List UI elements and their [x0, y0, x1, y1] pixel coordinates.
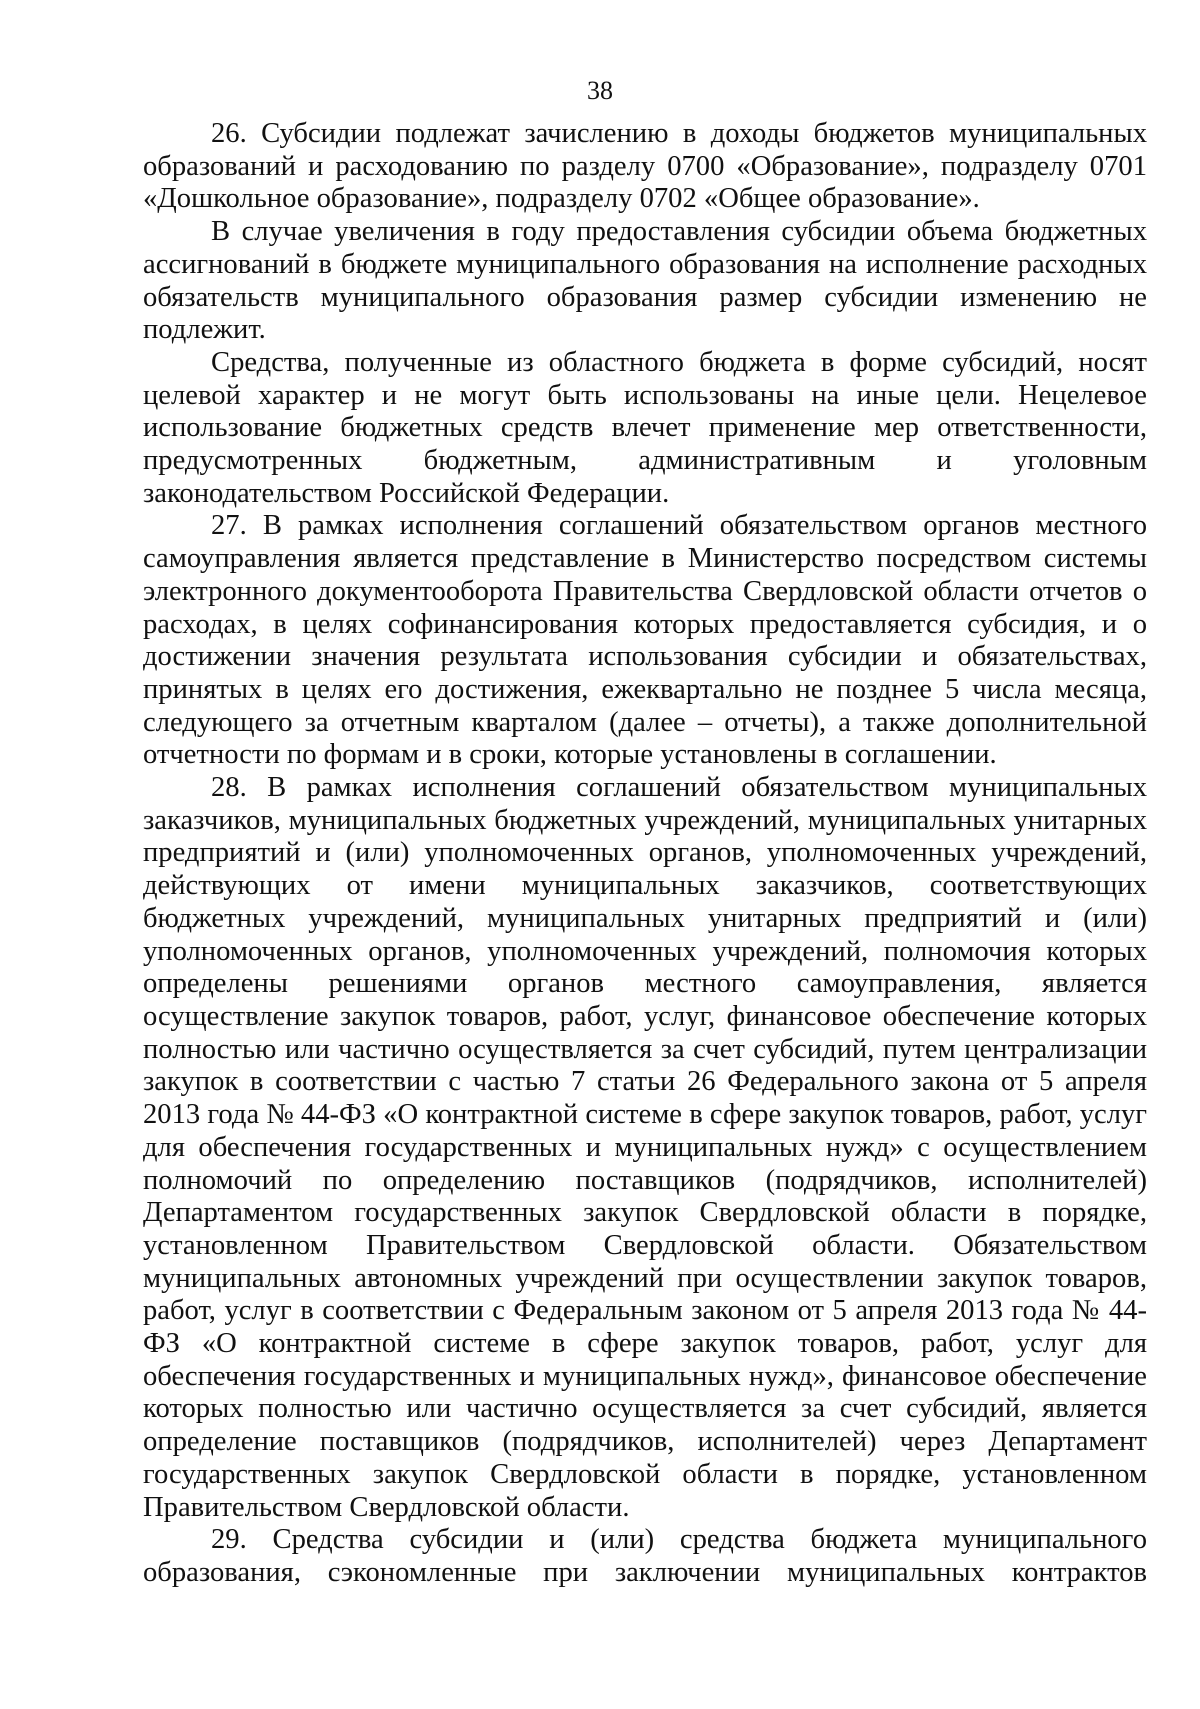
paragraph-26: 26. Субсидии подлежат зачислению в доходы бюджетов муниципальных образований и расходованию по разделу 0700 «Образование», подразделу 0701 «Дошкольное образование», подразделу 0702 «Общее образование». [143, 118, 1147, 215]
paragraph-27: 27. В рамках исполнения соглашений обязательством органов местного самоуправления является представление в Министерство посредством системы электронного документооборота Правительства Свердловской области отчетов о расходах, в целях софинансирования которых предоставляется субсидия, и о достижении значения результата использования субсидии и обязательствах, принятых в целях его достижения, ежеквартально не позднее 5 числа месяца, следующего за отчетным кварталом (далее – отчеты), а также дополнительной отчетности по формам и в сроки, которые установлены в соглашении. [143, 510, 1147, 771]
paragraph-budget-increase: В случае увеличения в году предоставления субсидии объема бюджетных ассигнований в бюджете муниципального образования на исполнение расходных обязательств муниципального образования размер субсидии изменению не подлежит. [143, 216, 1147, 346]
paragraph-29: 29. Средства субсидии и (или) средства бюджета муниципального образования, сэкономленные при заключении муниципальных контрактов [143, 1524, 1147, 1588]
paragraph-28: 28. В рамках исполнения соглашений обязательством муниципальных заказчиков, муниципальных бюджетных учреждений, муниципальных унитарных предприятий и (или) уполномоченных органов, уполномоченных учреждений, действующих от имени муниципальных заказчиков, соответствующих бюджетных учреждений, муниципальных унитарных предприятий и (или) уполномоченных органов, уполномоченных учреждений, полномочия которых определены решениями органов местного самоуправления, является осуществление закупок товаров, работ, услуг, финансовое обеспечение которых полностью или частично осуществляется за счет субсидий, путем централизации закупок в соответствии с частью 7 статьи 26 Федерального закона от 5 апреля 2013 года № 44-ФЗ «О контрактной системе в сфере закупок товаров, работ, услуг для обеспечения государственных и муниципальных нужд» с осуществлением полномочий по определению поставщиков (подрядчиков, исполнителей) Департаментом государственных закупок Свердловской области в порядке, установленном Правительством Свердловской области. Обязательством муниципальных автономных учреждений при осуществлении закупок товаров, работ, услуг в соответствии с Федеральным законом от 5 апреля 2013 года № 44-ФЗ «О контрактной системе в сфере закупок товаров, работ, услуг для обеспечения государственных и муниципальных нужд», финансовое обеспечение которых полностью или частично осуществляется за счет субсидий, является определение поставщиков (подрядчиков, исполнителей) через Департамент государственных закупок Свердловской области в порядке, установленном Правительством Свердловской области. [143, 772, 1147, 1523]
paragraph-targeted-use: Средства, полученные из областного бюджета в форме субсидий, носят целевой характер и не могут быть использованы на иные цели. Нецелевое использование бюджетных средств влечет применение мер ответственности, предусмотренных бюджетным, административным и уголовным законодательством Российской Федерации. [143, 346, 1147, 509]
document-body [143, 118, 1147, 1590]
page-number: 38 [587, 76, 613, 105]
